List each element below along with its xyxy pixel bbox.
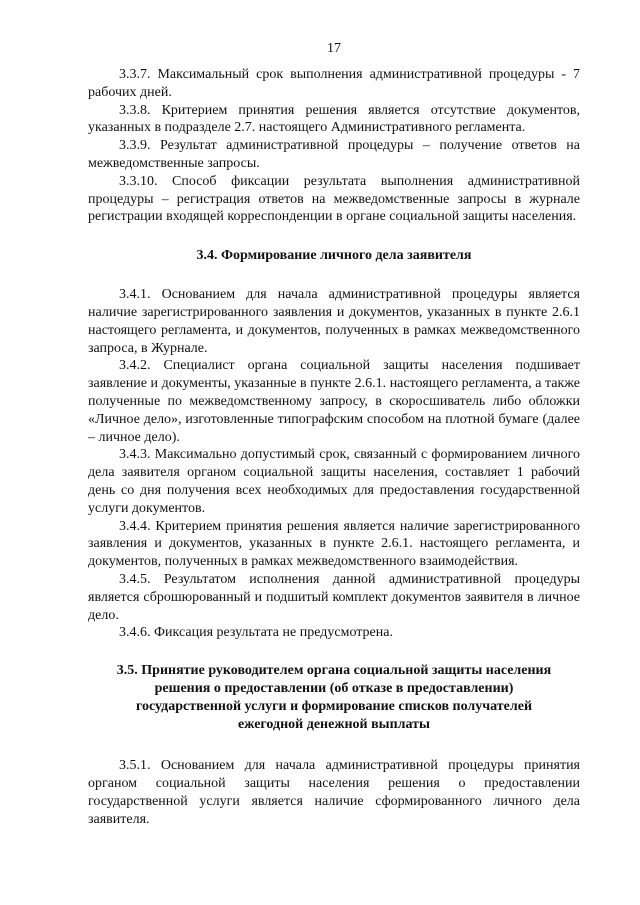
section-heading-3-5: 3.5. Принятие руководителем органа социальной защиты населения решения о предоставлении (об отказе в предоставлении) государственной услуги и формирование списков получателей ежегодной денежной выплаты [116, 663, 552, 733]
page-number: 17 [327, 41, 341, 56]
paragraph-3-4-6: 3.4.6. Фиксация результата не предусмотрена. [119, 625, 393, 641]
paragraph-3-4-1: 3.4.1. Основанием для начала административной процедуры является наличие зарегистрированного заявления и документов, указанных в пункте 2.6.1 настоящего регламента, и документов, полученных в рамках межведомственного запроса, в Журнале. [88, 287, 580, 356]
paragraph-3-4-2: 3.4.2. Специалист органа социальной защиты населения подшивает заявление и документы, указанные в пункте 2.6.1. настоящего регламента, а также полученные по межведомственному запросу, в скоросшиватель либо обложки «Личное дело», изготовленные типографским способом на плотной бумаге (далее – личное дело). [88, 358, 580, 445]
paragraph-3-3-9: 3.3.9. Результат административной процедуры – получение ответов на межведомственные запросы. [88, 138, 580, 171]
paragraph-3-4-5: 3.4.5. Результатом исполнения данной административной процедуры является сброшюрованный и подшитый комплект документов заявителя в личное дело. [88, 571, 580, 623]
paragraph-3-3-8: 3.3.8. Критерием принятия решения является отсутствие документов, указанных в подразделе 2.7. настоящего Административного регламента. [88, 102, 580, 136]
section-heading-3-4: 3.4. Формирование личного дела заявителя [196, 248, 472, 264]
paragraph-3-5-1: 3.5.1. Основанием для начала административной процедуры принятия органом социальной защиты населения решения о предоставлении государственной услуги является наличие сформированного личного дела заявителя. [88, 758, 580, 827]
paragraph-3-4-3: 3.4.3. Максимально допустимый срок, связанный с формированием личного дела заявителя органом социальной защиты населения, составляет 1 рабочий день со дня получения всех необходимых для предоставления государственной услуги документов. [88, 447, 580, 516]
paragraph-3-4-4: 3.4.4. Критерием принятия решения является наличие зарегистрированного заявления и документов, указанных в пункте 2.6.1. настоящего регламента, и документов, полученных в рамках межведомственного взаимодействия. [88, 518, 580, 570]
paragraph-3-3-10: 3.3.10. Способ фиксации результата выполнения административной процедуры – регистрация ответов на межведомственные запросы в журнале регистрации входящей корреспонденции в органе социальной защиты населения. [88, 173, 580, 225]
paragraph-3-3-7: 3.3.7. Максимальный срок выполнения административной процедуры - 7 рабочих дней. [88, 67, 580, 100]
